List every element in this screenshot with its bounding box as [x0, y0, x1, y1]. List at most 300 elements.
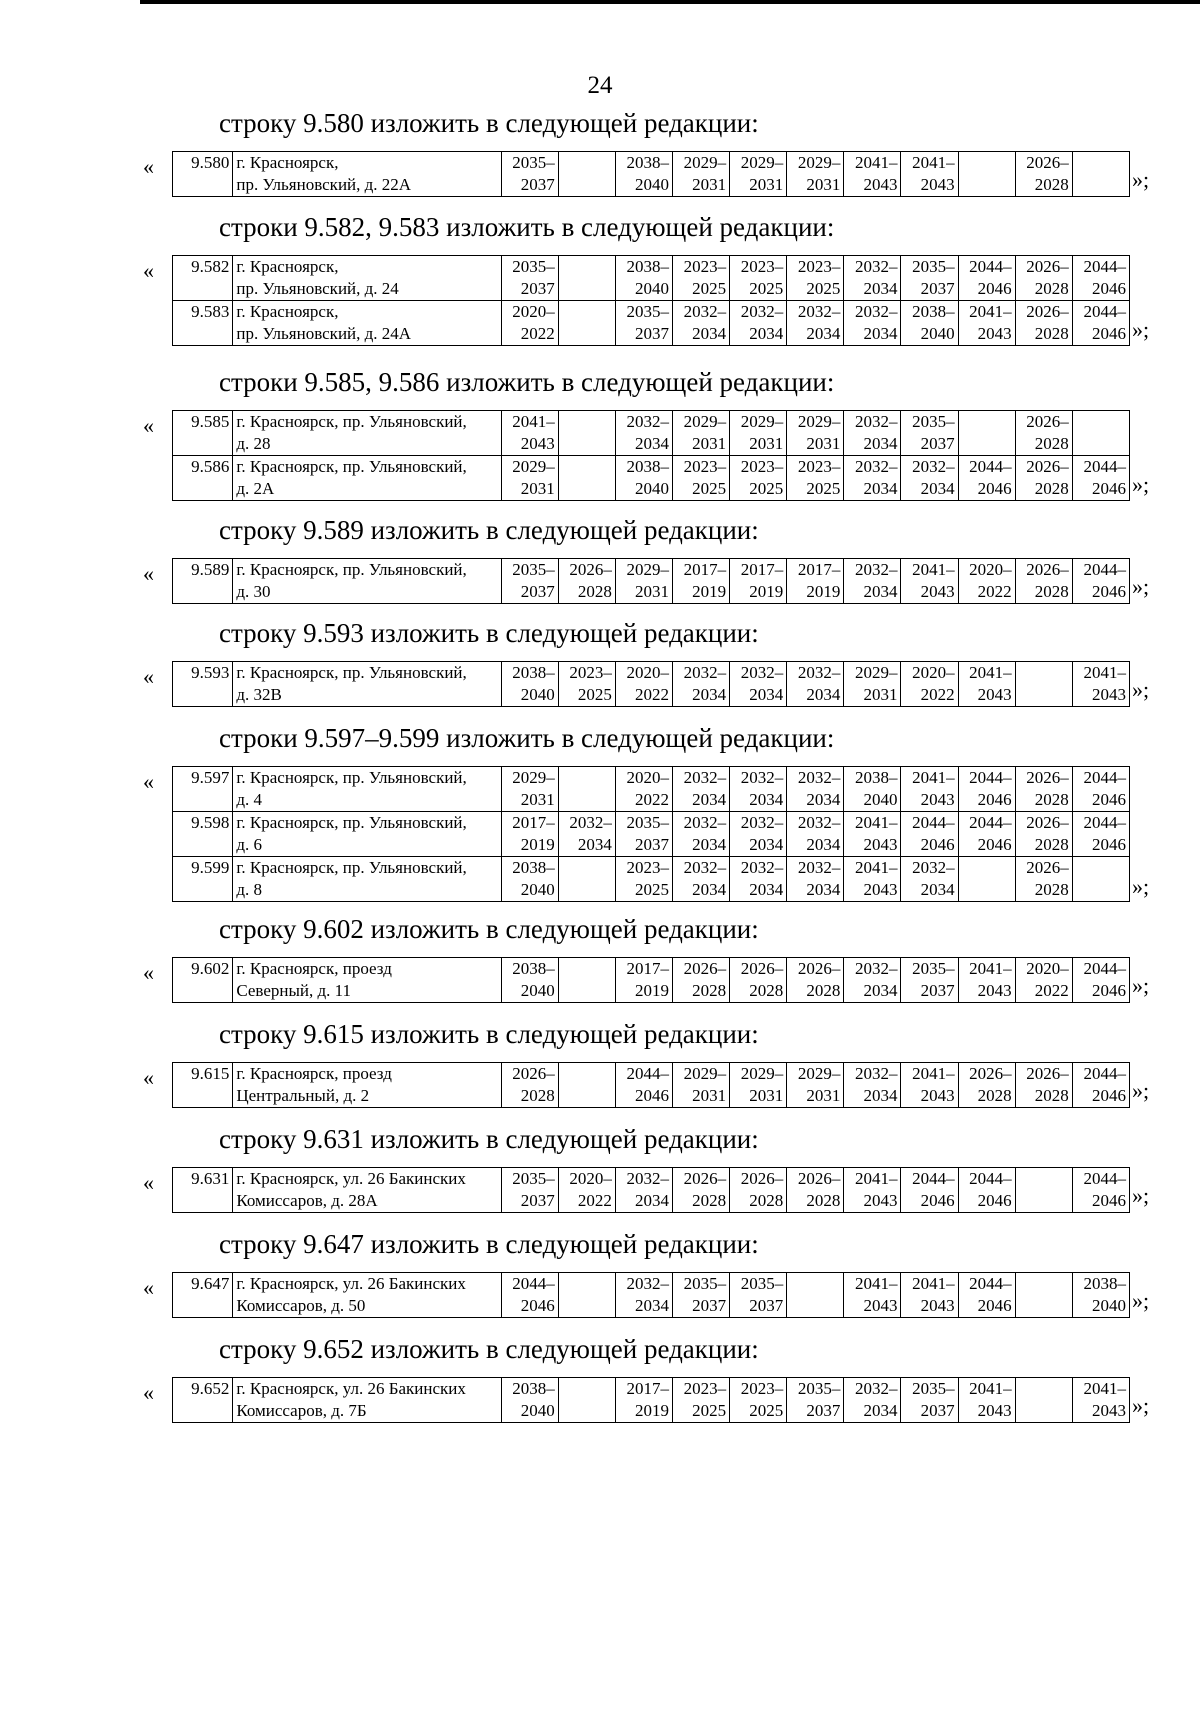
year-range-cell [673, 1378, 730, 1423]
year-start: 2026– [1026, 257, 1069, 276]
year-range-cell [673, 301, 730, 346]
year-range-cell [501, 767, 558, 812]
address-line: г. Красноярск, пр. Ульяновский, [236, 858, 467, 877]
year-start: 2023– [626, 858, 670, 877]
year-end [1019, 1400, 1069, 1422]
year-end: 2040 [635, 279, 670, 298]
year-range-cell [844, 1168, 901, 1213]
year-range-cell [787, 1378, 844, 1423]
closing-quote: »; [1132, 874, 1150, 899]
year-end: 2031 [749, 175, 784, 194]
year-start: 2044– [969, 813, 1012, 832]
amendment-table [172, 151, 1130, 197]
opening-quote: « [143, 154, 154, 179]
year-start: 2017– [626, 959, 670, 978]
year-end: 2028 [1034, 479, 1069, 498]
section-heading: строку 9.602 изложить в следующей редакции: [219, 914, 759, 944]
year-start: 2026– [1026, 412, 1069, 431]
year-start: 2017– [626, 1379, 670, 1398]
year-range-cell [615, 256, 672, 301]
row-number: 9.599 [173, 857, 233, 902]
year-start: 2035– [912, 257, 955, 276]
opening-quote: « [143, 1065, 154, 1090]
year-start: 2032– [912, 457, 955, 476]
year-range-cell [730, 456, 787, 501]
year-start: 2023– [683, 257, 727, 276]
table-row [173, 958, 1130, 1003]
year-start: 2017– [740, 560, 784, 579]
year-range-cell [501, 1378, 558, 1423]
year-start: 2035– [512, 153, 555, 172]
year-range-cell [673, 559, 730, 604]
year-end: 2034 [863, 1401, 898, 1420]
year-end: 2031 [806, 434, 841, 453]
year-start: 2035– [626, 813, 670, 832]
year-end: 2046 [1092, 1086, 1126, 1105]
year-start: 2032– [740, 768, 784, 787]
year-start: 2041– [512, 412, 555, 431]
year-range-cell [1072, 1063, 1129, 1108]
year-start: 2026– [1026, 457, 1069, 476]
year-end: 2046 [920, 835, 955, 854]
year-range-cell [1015, 256, 1072, 301]
year-start: 2035– [797, 1379, 841, 1398]
year-start [962, 857, 1012, 879]
year-range-cell [1072, 767, 1129, 812]
year-range-cell [673, 1273, 730, 1318]
year-start: 2020– [626, 768, 670, 787]
address-line: пр. Ульяновский, д. 22А [236, 175, 412, 194]
year-range-cell [673, 1168, 730, 1213]
year-end: 2034 [749, 790, 784, 809]
year-start: 2029– [626, 560, 670, 579]
address-line: д. 2А [236, 479, 275, 498]
year-start: 2041– [854, 1169, 898, 1188]
year-end: 2034 [749, 880, 784, 899]
year-end: 2022 [920, 685, 955, 704]
year-end: 2028 [692, 981, 727, 1000]
year-range-cell [1015, 958, 1072, 1003]
year-range-cell [558, 1168, 615, 1213]
year-end: 2046 [977, 790, 1012, 809]
table-row [173, 1168, 1130, 1213]
year-range-cell [901, 456, 958, 501]
year-start: 2041– [912, 1274, 955, 1293]
year-start: 2038– [912, 302, 955, 321]
year-range-cell [1015, 1378, 1072, 1423]
closing-quote: »; [1132, 1288, 1150, 1313]
year-end: 2034 [635, 1191, 670, 1210]
year-start: 2041– [912, 768, 955, 787]
address-line: г. Красноярск, пр. Ульяновский, [236, 813, 467, 832]
year-start: 2023– [569, 663, 612, 682]
year-start: 2044– [969, 457, 1012, 476]
year-start: 2026– [683, 959, 727, 978]
address-cell [233, 1063, 501, 1108]
year-range-cell [1015, 767, 1072, 812]
year-range-cell [673, 456, 730, 501]
year-end [1019, 1295, 1069, 1317]
year-start: 2023– [740, 1379, 784, 1398]
year-end: 2037 [520, 582, 555, 601]
year-end: 2034 [863, 279, 898, 298]
year-start: 2041– [1083, 1379, 1126, 1398]
year-range-cell [615, 411, 672, 456]
year-range-cell [1015, 1063, 1072, 1108]
year-end: 2040 [920, 324, 955, 343]
year-range-cell [673, 256, 730, 301]
year-start: 2029– [797, 412, 841, 431]
year-end: 2046 [1092, 1191, 1126, 1210]
year-end: 2028 [806, 981, 841, 1000]
year-end: 2043 [520, 434, 555, 453]
year-range-cell [501, 1273, 558, 1318]
year-range-cell [1072, 857, 1129, 902]
year-end: 2031 [749, 1086, 784, 1105]
year-start [1019, 1273, 1069, 1295]
year-start: 2044– [969, 1274, 1012, 1293]
year-start: 2041– [854, 1274, 898, 1293]
year-range-cell [501, 1063, 558, 1108]
year-end [562, 789, 612, 811]
year-start: 2044– [912, 813, 955, 832]
year-range-cell [558, 812, 615, 857]
year-range-cell [730, 256, 787, 301]
row-number: 9.598 [173, 812, 233, 857]
year-end: 2040 [520, 685, 555, 704]
year-end: 2022 [635, 790, 670, 809]
year-start [962, 411, 1012, 433]
year-range-cell [615, 1168, 672, 1213]
year-start: 2035– [683, 1274, 727, 1293]
address-line: г. Красноярск, проезд [236, 1064, 392, 1083]
year-start: 2026– [1026, 813, 1069, 832]
year-range-cell [501, 559, 558, 604]
year-range-cell [1072, 1378, 1129, 1423]
year-end: 2028 [1034, 175, 1069, 194]
year-range-cell [730, 662, 787, 707]
year-end: 2022 [977, 582, 1012, 601]
year-start: 2038– [854, 768, 898, 787]
year-start: 2032– [569, 813, 612, 832]
year-range-cell [958, 1378, 1015, 1423]
year-range-cell [1072, 958, 1129, 1003]
year-start: 2029– [740, 153, 784, 172]
year-range-cell [615, 456, 672, 501]
year-range-cell [1015, 559, 1072, 604]
opening-quote: « [143, 1380, 154, 1405]
year-end: 2025 [749, 1401, 784, 1420]
address-cell [233, 857, 501, 902]
year-range-cell [558, 1273, 615, 1318]
year-end: 2037 [635, 835, 670, 854]
address-line: г. Красноярск, ул. 26 Бакинских [236, 1274, 466, 1293]
year-range-cell [901, 301, 958, 346]
year-end: 2043 [1092, 1401, 1126, 1420]
year-end: 2046 [520, 1296, 555, 1315]
address-line: г. Красноярск, [236, 153, 339, 172]
table-row [173, 1063, 1130, 1108]
year-range-cell [787, 456, 844, 501]
year-end: 2028 [520, 1086, 555, 1105]
year-start: 2026– [1026, 768, 1069, 787]
year-start: 2029– [740, 412, 784, 431]
year-start: 2044– [969, 768, 1012, 787]
year-start: 2044– [626, 1064, 670, 1083]
year-start: 2023– [683, 457, 727, 476]
year-range-cell [730, 1273, 787, 1318]
year-end: 2022 [520, 324, 555, 343]
year-end: 2037 [920, 279, 955, 298]
amendment-table [172, 410, 1130, 501]
year-start [1076, 152, 1126, 174]
year-start: 2029– [512, 768, 555, 787]
year-end: 2028 [749, 1191, 784, 1210]
table-row [173, 411, 1130, 456]
address-cell [233, 812, 501, 857]
year-range-cell [558, 411, 615, 456]
year-end [562, 980, 612, 1002]
section-heading: строку 9.647 изложить в следующей редакции: [219, 1229, 759, 1259]
year-start [562, 411, 612, 433]
year-start: 2017– [683, 560, 727, 579]
year-range-cell [673, 662, 730, 707]
year-start: 2044– [1083, 560, 1126, 579]
year-end: 2031 [749, 434, 784, 453]
address-line: г. Красноярск, пр. Ульяновский, [236, 768, 467, 787]
row-number: 9.580 [173, 152, 233, 197]
year-range-cell [730, 767, 787, 812]
year-start [1076, 411, 1126, 433]
section-heading: строку 9.589 изложить в следующей редакции: [219, 515, 759, 545]
year-range-cell [958, 301, 1015, 346]
year-range-cell [615, 958, 672, 1003]
year-range-cell [673, 1063, 730, 1108]
table-row [173, 767, 1130, 812]
year-start: 2023– [797, 257, 841, 276]
year-range-cell [615, 301, 672, 346]
address-line: д. 4 [236, 790, 262, 809]
row-number: 9.583 [173, 301, 233, 346]
section-heading: строки 9.585, 9.586 изложить в следующей редакции: [219, 367, 835, 397]
year-start: 2038– [512, 1379, 555, 1398]
year-range-cell [787, 301, 844, 346]
year-range-cell [1015, 152, 1072, 197]
year-range-cell [1072, 152, 1129, 197]
year-start [562, 152, 612, 174]
address-line: д. 32В [236, 685, 282, 704]
amendment-table [172, 1377, 1130, 1423]
year-range-cell [844, 958, 901, 1003]
address-line: Центральный, д. 2 [236, 1086, 370, 1105]
year-start: 2044– [1083, 1064, 1126, 1083]
address-line: д. 28 [236, 434, 271, 453]
year-range-cell [901, 1063, 958, 1108]
year-end: 2022 [1034, 981, 1069, 1000]
year-range-cell [558, 1063, 615, 1108]
year-start: 2041– [854, 813, 898, 832]
year-start: 2026– [1026, 302, 1069, 321]
year-end: 2028 [1034, 880, 1069, 899]
section-heading: строку 9.580 изложить в следующей редакции: [219, 108, 759, 138]
opening-quote: « [143, 664, 154, 689]
year-range-cell [501, 958, 558, 1003]
year-start: 2029– [854, 663, 898, 682]
year-start: 2032– [797, 302, 841, 321]
year-range-cell [901, 152, 958, 197]
opening-quote: « [143, 960, 154, 985]
year-end: 2034 [635, 1296, 670, 1315]
year-end: 2028 [749, 981, 784, 1000]
year-start [1019, 662, 1069, 684]
year-start: 2032– [683, 302, 727, 321]
address-line: д. 8 [236, 880, 262, 899]
amendment-table [172, 766, 1130, 902]
year-start: 2020– [626, 663, 670, 682]
year-end: 2046 [920, 1191, 955, 1210]
year-range-cell [844, 256, 901, 301]
table-row [173, 256, 1130, 301]
year-range-cell [958, 1168, 1015, 1213]
year-range-cell [615, 812, 672, 857]
year-range-cell [730, 857, 787, 902]
year-range-cell [787, 411, 844, 456]
year-start: 2032– [626, 1169, 670, 1188]
year-range-cell [558, 857, 615, 902]
year-end: 2031 [692, 1086, 727, 1105]
year-end: 2034 [806, 835, 841, 854]
year-start: 2041– [969, 302, 1012, 321]
address-line: г. Красноярск, [236, 257, 339, 276]
year-range-cell [673, 767, 730, 812]
year-start: 2032– [740, 813, 784, 832]
year-start: 2044– [1083, 302, 1126, 321]
year-end: 2031 [692, 434, 727, 453]
row-number: 9.589 [173, 559, 233, 604]
year-start: 2032– [683, 768, 727, 787]
year-end: 2046 [1092, 279, 1126, 298]
year-range-cell [787, 152, 844, 197]
year-start: 2026– [1026, 1064, 1069, 1083]
year-range-cell [558, 662, 615, 707]
year-start: 2038– [512, 959, 555, 978]
year-end: 2037 [692, 1296, 727, 1315]
year-end: 2025 [692, 279, 727, 298]
year-end: 2046 [1092, 324, 1126, 343]
year-range-cell [844, 301, 901, 346]
year-range-cell [673, 152, 730, 197]
year-end: 2025 [577, 685, 612, 704]
year-range-cell [730, 812, 787, 857]
year-start: 2044– [1083, 813, 1126, 832]
year-end: 2031 [806, 175, 841, 194]
year-start [1076, 857, 1126, 879]
year-start: 2038– [512, 858, 555, 877]
table-row [173, 152, 1130, 197]
year-range-cell [901, 1168, 958, 1213]
year-end: 2034 [806, 790, 841, 809]
year-end: 2034 [863, 479, 898, 498]
year-range-cell [844, 767, 901, 812]
address-cell [233, 256, 501, 301]
year-range-cell [958, 767, 1015, 812]
year-end: 2046 [977, 835, 1012, 854]
year-end: 2028 [1034, 1086, 1069, 1105]
row-number: 9.647 [173, 1273, 233, 1318]
year-range-cell [958, 857, 1015, 902]
address-cell [233, 559, 501, 604]
closing-quote: »; [1132, 973, 1150, 998]
year-range-cell [901, 812, 958, 857]
year-end: 2019 [635, 981, 670, 1000]
year-start: 2041– [912, 560, 955, 579]
address-line: г. Красноярск, пр. Ульяновский, [236, 412, 467, 431]
opening-quote: « [143, 1170, 154, 1195]
year-end [562, 323, 612, 345]
year-start: 2026– [683, 1169, 727, 1188]
year-end: 2043 [920, 175, 955, 194]
year-end: 2043 [863, 835, 898, 854]
year-end: 2022 [577, 1191, 612, 1210]
year-range-cell [901, 958, 958, 1003]
year-start: 2041– [854, 858, 898, 877]
year-end: 2034 [749, 835, 784, 854]
year-end: 2031 [520, 479, 555, 498]
year-start: 2032– [683, 858, 727, 877]
year-range-cell [730, 152, 787, 197]
year-range-cell [615, 857, 672, 902]
year-end: 2031 [692, 175, 727, 194]
year-range-cell [901, 857, 958, 902]
year-end: 2043 [920, 1086, 955, 1105]
year-range-cell [501, 1168, 558, 1213]
address-line: г. Красноярск, ул. 26 Бакинских [236, 1169, 466, 1188]
year-end [562, 478, 612, 500]
year-range-cell [958, 152, 1015, 197]
closing-quote: »; [1132, 167, 1150, 192]
year-end [1076, 433, 1126, 455]
year-start: 2044– [1083, 1169, 1126, 1188]
year-end [562, 1400, 612, 1422]
table-row [173, 1273, 1130, 1318]
year-start: 2026– [797, 1169, 841, 1188]
year-range-cell [730, 1063, 787, 1108]
year-range-cell [1015, 1273, 1072, 1318]
address-line: Комиссаров, д. 7Б [236, 1401, 367, 1420]
year-end: 2037 [749, 1296, 784, 1315]
address-line: г. Красноярск, [236, 302, 339, 321]
year-end: 2028 [977, 1086, 1012, 1105]
address-cell [233, 1168, 501, 1213]
top-border-line [140, 0, 1200, 4]
year-range-cell [501, 812, 558, 857]
year-start: 2035– [512, 1169, 555, 1188]
year-end: 2040 [635, 479, 670, 498]
section-heading: строки 9.597–9.599 изложить в следующей редакции: [219, 723, 835, 753]
year-range-cell [844, 812, 901, 857]
year-start: 2029– [683, 412, 727, 431]
year-start: 2044– [969, 257, 1012, 276]
year-end: 2034 [749, 324, 784, 343]
year-start: 2032– [854, 302, 898, 321]
year-range-cell [501, 857, 558, 902]
address-line: г. Красноярск, пр. Ульяновский, [236, 560, 467, 579]
year-start: 2041– [1083, 663, 1126, 682]
year-start: 2026– [1026, 858, 1069, 877]
year-end: 2019 [692, 582, 727, 601]
opening-quote: « [143, 413, 154, 438]
year-start: 2044– [512, 1274, 555, 1293]
